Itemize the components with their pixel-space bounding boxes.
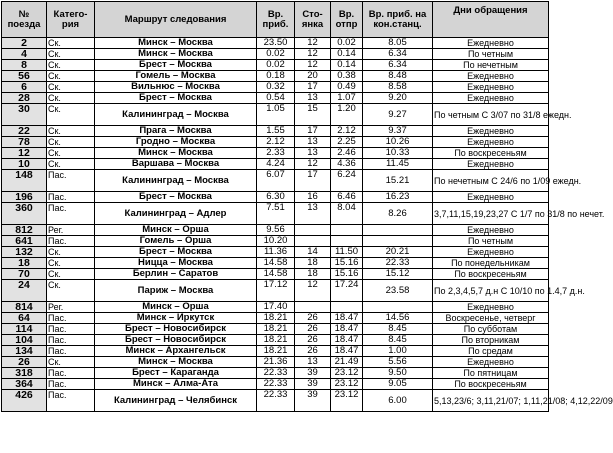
arrival-final-cell: 9.20 (363, 93, 433, 104)
arrival-cell: 14.58 (257, 258, 295, 269)
table-row (2, 137, 549, 148)
route-cell: Брест – Караганда (95, 368, 257, 379)
stop-cell: 15 (295, 104, 331, 126)
route-cell: Гомель – Москва (95, 71, 257, 82)
table-row (2, 324, 549, 335)
departure-cell: 23.12 (331, 368, 363, 379)
arrival-cell: 11.36 (257, 247, 295, 258)
days-cell: По нечетным С 24/6 по 1/09 ежедн. (433, 170, 549, 192)
days-cell: Ежедневно (433, 247, 549, 258)
days-cell: По воскресеньям (433, 379, 549, 390)
stop-cell: 12 (295, 38, 331, 49)
timetable (1, 1, 613, 412)
stop-cell: 13 (295, 93, 331, 104)
category-cell: Пас. (47, 335, 95, 346)
stop-cell: 39 (295, 390, 331, 412)
route-cell: Брест – Новосибирск (95, 335, 257, 346)
days-cell: По вторникам (433, 335, 549, 346)
stop-cell: 17 (295, 82, 331, 93)
days-cell: 5,13,23/6; 3,11,21/07; 1,11,21/08; 4,12,22/09 (433, 390, 549, 412)
train-schedule-table (1, 1, 613, 412)
train-number-cell: 56 (2, 71, 47, 82)
days-cell: Воскресенье, четверг (433, 313, 549, 324)
route-cell: Париж – Москва (95, 280, 257, 302)
days-cell: Ежедневно (433, 192, 549, 203)
category-cell: Ск. (47, 269, 95, 280)
arrival-final-cell: 15.21 (363, 170, 433, 192)
route-cell: Минск – Москва (95, 49, 257, 60)
header-row (2, 2, 549, 38)
departure-cell: 2.46 (331, 148, 363, 159)
days-cell: По нечетным (433, 60, 549, 71)
category-cell: Ск. (47, 148, 95, 159)
arrival-final-cell: 9.37 (363, 126, 433, 137)
departure-cell: 18.47 (331, 335, 363, 346)
arrival-final-cell (363, 236, 433, 247)
table-row (2, 313, 549, 324)
departure-cell: 23.12 (331, 379, 363, 390)
category-cell: Пас. (47, 346, 95, 357)
arrival-final-cell: 11.45 (363, 159, 433, 170)
category-cell: Ск. (47, 159, 95, 170)
arrival-cell: 22.33 (257, 390, 295, 412)
table-row (2, 357, 549, 368)
route-cell: Брест – Москва (95, 247, 257, 258)
arrival-final-cell: 6.00 (363, 390, 433, 412)
departure-cell: 0.38 (331, 71, 363, 82)
category-cell: Пас. (47, 170, 95, 192)
table-row (2, 159, 549, 170)
departure-cell: 2.12 (331, 126, 363, 137)
train-number-cell: 78 (2, 137, 47, 148)
category-cell: Пас. (47, 236, 95, 247)
category-cell: Пас. (47, 368, 95, 379)
category-cell: Ск. (47, 104, 95, 126)
arrival-cell: 6.30 (257, 192, 295, 203)
arrival-final-cell (363, 302, 433, 313)
arrival-cell: 0.02 (257, 60, 295, 71)
stop-cell: 12 (295, 280, 331, 302)
route-cell: Гродно – Москва (95, 137, 257, 148)
departure-cell: 8.04 (331, 203, 363, 225)
train-number-cell: 18 (2, 258, 47, 269)
table-row (2, 38, 549, 49)
departure-cell: 1.07 (331, 93, 363, 104)
departure-cell: 2.25 (331, 137, 363, 148)
stop-cell: 17 (295, 170, 331, 192)
days-cell: Ежедневно (433, 137, 549, 148)
category-cell: Рег. (47, 225, 95, 236)
arrival-final-cell: 9.05 (363, 379, 433, 390)
stop-cell (295, 236, 331, 247)
train-number-cell: 12 (2, 148, 47, 159)
arrival-final-cell: 10.33 (363, 148, 433, 159)
stop-cell: 26 (295, 335, 331, 346)
train-number-cell: 318 (2, 368, 47, 379)
arrival-final-cell: 23.58 (363, 280, 433, 302)
stop-cell (295, 302, 331, 313)
departure-cell (331, 236, 363, 247)
category-cell: Пас. (47, 313, 95, 324)
arrival-final-cell: 5.56 (363, 357, 433, 368)
days-cell: Ежедневно (433, 38, 549, 49)
departure-cell: 0.02 (331, 38, 363, 49)
table-row (2, 236, 549, 247)
departure-cell: 0.14 (331, 49, 363, 60)
stop-cell: 20 (295, 71, 331, 82)
header-departure: Вр. отпр (331, 2, 363, 38)
stop-cell: 26 (295, 346, 331, 357)
route-cell: Минск – Орша (95, 302, 257, 313)
arrival-final-cell: 16.23 (363, 192, 433, 203)
train-number-cell: 6 (2, 82, 47, 93)
arrival-final-cell: 20.21 (363, 247, 433, 258)
route-cell: Прага – Москва (95, 126, 257, 137)
arrival-cell: 6.07 (257, 170, 295, 192)
category-cell: Ск. (47, 280, 95, 302)
category-cell: Ск. (47, 82, 95, 93)
departure-cell: 21.49 (331, 357, 363, 368)
stop-cell: 12 (295, 60, 331, 71)
days-cell: Ежедневно (433, 82, 549, 93)
departure-cell: 18.47 (331, 324, 363, 335)
table-row (2, 302, 549, 313)
train-number-cell: 30 (2, 104, 47, 126)
stop-cell: 26 (295, 313, 331, 324)
departure-cell: 18.47 (331, 346, 363, 357)
train-number-cell: 2 (2, 38, 47, 49)
stop-cell: 17 (295, 126, 331, 137)
category-cell: Ск. (47, 38, 95, 49)
table-row (2, 346, 549, 357)
train-number-cell: 812 (2, 225, 47, 236)
departure-cell: 15.16 (331, 258, 363, 269)
days-cell: Ежедневно (433, 71, 549, 82)
route-cell: Берлин – Саратов (95, 269, 257, 280)
table-row (2, 390, 549, 412)
departure-cell: 0.14 (331, 60, 363, 71)
arrival-cell: 18.21 (257, 324, 295, 335)
category-cell: Ск. (47, 49, 95, 60)
departure-cell: 17.24 (331, 280, 363, 302)
route-cell: Минск – Алма-Ата (95, 379, 257, 390)
route-cell: Ницца – Москва (95, 258, 257, 269)
route-cell: Брест – Москва (95, 60, 257, 71)
departure-cell: 0.49 (331, 82, 363, 93)
departure-cell: 11.50 (331, 247, 363, 258)
stop-cell: 18 (295, 258, 331, 269)
route-cell: Минск – Иркутск (95, 313, 257, 324)
route-cell: Калининград – Адлер (95, 203, 257, 225)
train-number-cell: 814 (2, 302, 47, 313)
train-number-cell: 114 (2, 324, 47, 335)
arrival-final-cell: 8.48 (363, 71, 433, 82)
days-cell: Ежедневно (433, 93, 549, 104)
table-body (2, 37, 613, 412)
days-cell: Ежедневно (433, 126, 549, 137)
arrival-cell: 1.55 (257, 126, 295, 137)
departure-cell: 23.12 (331, 390, 363, 412)
stop-cell (295, 225, 331, 236)
category-cell: Ск. (47, 258, 95, 269)
train-number-cell: 641 (2, 236, 47, 247)
route-cell: Калининград – Москва (95, 170, 257, 192)
stop-cell: 18 (295, 269, 331, 280)
route-cell: Минск – Москва (95, 148, 257, 159)
arrival-final-cell: 6.34 (363, 60, 433, 71)
days-cell: По четным (433, 236, 549, 247)
departure-cell: 15.16 (331, 269, 363, 280)
departure-cell (331, 225, 363, 236)
train-number-cell: 26 (2, 357, 47, 368)
days-cell: По средам (433, 346, 549, 357)
route-cell: Гомель – Орша (95, 236, 257, 247)
category-cell: Ск. (47, 93, 95, 104)
departure-cell: 4.36 (331, 159, 363, 170)
table-row (2, 203, 549, 225)
category-cell: Ск. (47, 126, 95, 137)
table-row (2, 60, 549, 71)
stop-cell: 12 (295, 49, 331, 60)
arrival-final-cell: 10.26 (363, 137, 433, 148)
train-number-cell: 64 (2, 313, 47, 324)
category-cell: Ск. (47, 357, 95, 368)
train-number-cell: 132 (2, 247, 47, 258)
arrival-cell: 0.02 (257, 49, 295, 60)
category-cell: Пас. (47, 203, 95, 225)
arrival-cell: 23.50 (257, 38, 295, 49)
category-cell: Ск. (47, 247, 95, 258)
category-cell: Ск. (47, 60, 95, 71)
stop-cell: 13 (295, 137, 331, 148)
arrival-cell: 2.33 (257, 148, 295, 159)
arrival-cell: 21.36 (257, 357, 295, 368)
route-cell: Минск – Москва (95, 38, 257, 49)
train-number-cell: 24 (2, 280, 47, 302)
table-row (2, 82, 549, 93)
train-number-cell: 28 (2, 93, 47, 104)
table-row (2, 379, 549, 390)
route-cell: Калининград – Москва (95, 104, 257, 126)
days-cell: По четным (433, 49, 549, 60)
arrival-final-cell: 8.26 (363, 203, 433, 225)
train-number-cell: 360 (2, 203, 47, 225)
stop-cell: 26 (295, 324, 331, 335)
route-cell: Минск – Архангельск (95, 346, 257, 357)
arrival-final-cell: 6.34 (363, 49, 433, 60)
arrival-final-cell: 9.50 (363, 368, 433, 379)
route-cell: Брест – Москва (95, 93, 257, 104)
days-cell: Ежедневно (433, 225, 549, 236)
category-cell: Пас. (47, 192, 95, 203)
table-row (2, 148, 549, 159)
route-cell: Брест – Москва (95, 192, 257, 203)
route-cell: Калининград – Челябинск (95, 390, 257, 412)
departure-cell (331, 302, 363, 313)
arrival-cell: 18.21 (257, 346, 295, 357)
departure-cell: 18.47 (331, 313, 363, 324)
days-cell: По воскресеньям (433, 269, 549, 280)
route-cell: Вильнюс – Москва (95, 82, 257, 93)
table-row (2, 335, 549, 346)
header-arrival-final: Вр. приб. на кон.станц. (363, 2, 433, 38)
train-number-cell: 70 (2, 269, 47, 280)
days-cell: По субботам (433, 324, 549, 335)
category-cell: Пас. (47, 379, 95, 390)
train-number-cell: 134 (2, 346, 47, 357)
stop-cell: 13 (295, 203, 331, 225)
departure-cell: 1.20 (331, 104, 363, 126)
table-row (2, 104, 549, 126)
arrival-cell: 0.32 (257, 82, 295, 93)
departure-cell: 6.46 (331, 192, 363, 203)
train-number-cell: 4 (2, 49, 47, 60)
stop-cell: 12 (295, 159, 331, 170)
arrival-cell: 22.33 (257, 379, 295, 390)
table-row (2, 247, 549, 258)
table-row (2, 368, 549, 379)
stop-cell: 14 (295, 247, 331, 258)
days-cell: По 2,3,4,5,7 д.н С 10/10 по 1.4,7 д.н. (433, 280, 549, 302)
arrival-final-cell: 8.45 (363, 324, 433, 335)
arrival-final-cell (363, 225, 433, 236)
arrival-cell: 2.12 (257, 137, 295, 148)
header-days: Дни обращения (433, 2, 549, 38)
arrival-final-cell: 8.45 (363, 335, 433, 346)
days-cell: Ежедневно (433, 302, 549, 313)
arrival-cell: 17.12 (257, 280, 295, 302)
header-stop: Сто-янка (295, 2, 331, 38)
category-cell: Ск. (47, 137, 95, 148)
days-cell: Ежедневно (433, 357, 549, 368)
table-row (2, 126, 549, 137)
table-header (2, 2, 549, 38)
days-cell: Ежедневно (433, 159, 549, 170)
category-cell: Пас. (47, 390, 95, 412)
category-cell: Рег. (47, 302, 95, 313)
arrival-cell: 18.21 (257, 313, 295, 324)
arrival-final-cell: 8.05 (363, 38, 433, 49)
table-row (2, 71, 549, 82)
days-cell: По четным С 3/07 по 31/8 ежедн. (433, 104, 549, 126)
table-row (2, 93, 549, 104)
arrival-final-cell: 15.12 (363, 269, 433, 280)
train-number-cell: 364 (2, 379, 47, 390)
stop-cell: 13 (295, 357, 331, 368)
train-number-cell: 10 (2, 159, 47, 170)
table-row (2, 280, 549, 302)
arrival-final-cell: 22.33 (363, 258, 433, 269)
table-row (2, 269, 549, 280)
arrival-cell: 10.20 (257, 236, 295, 247)
route-cell: Минск – Москва (95, 357, 257, 368)
train-number-cell: 426 (2, 390, 47, 412)
header-train-number: № поезда (2, 2, 47, 38)
days-cell: По пятницам (433, 368, 549, 379)
arrival-cell: 17.40 (257, 302, 295, 313)
days-cell: По воскресеньям (433, 148, 549, 159)
days-cell: 3,7,11,15,19,23,27 С 1/7 по 31/8 по нечет. (433, 203, 549, 225)
arrival-final-cell: 8.58 (363, 82, 433, 93)
category-cell: Пас. (47, 324, 95, 335)
arrival-cell: 7.51 (257, 203, 295, 225)
route-cell: Варшава – Москва (95, 159, 257, 170)
stop-cell: 39 (295, 368, 331, 379)
train-number-cell: 22 (2, 126, 47, 137)
arrival-cell: 9.56 (257, 225, 295, 236)
category-cell: Ск. (47, 71, 95, 82)
arrival-cell: 14.58 (257, 269, 295, 280)
arrival-cell: 22.33 (257, 368, 295, 379)
stop-cell: 16 (295, 192, 331, 203)
departure-cell: 6.24 (331, 170, 363, 192)
header-category: Катего-рия (47, 2, 95, 38)
route-cell: Минск – Орша (95, 225, 257, 236)
table-row (2, 49, 549, 60)
days-cell: По понедельникам (433, 258, 549, 269)
table-row (2, 170, 549, 192)
arrival-cell: 0.54 (257, 93, 295, 104)
arrival-cell: 0.18 (257, 71, 295, 82)
train-number-cell: 8 (2, 60, 47, 71)
table-row (2, 192, 549, 203)
train-number-cell: 196 (2, 192, 47, 203)
arrival-final-cell: 14.56 (363, 313, 433, 324)
stop-cell: 39 (295, 379, 331, 390)
header-route: Маршрут следования (95, 2, 257, 38)
arrival-cell: 4.24 (257, 159, 295, 170)
table-row (2, 225, 549, 236)
arrival-cell: 1.05 (257, 104, 295, 126)
stop-cell: 13 (295, 148, 331, 159)
table-row (2, 258, 549, 269)
train-number-cell: 148 (2, 170, 47, 192)
arrival-final-cell: 1.00 (363, 346, 433, 357)
route-cell: Брест – Новосибирск (95, 324, 257, 335)
arrival-final-cell: 9.27 (363, 104, 433, 126)
arrival-cell: 18.21 (257, 335, 295, 346)
train-number-cell: 104 (2, 335, 47, 346)
header-arrival: Вр. приб. (257, 2, 295, 38)
